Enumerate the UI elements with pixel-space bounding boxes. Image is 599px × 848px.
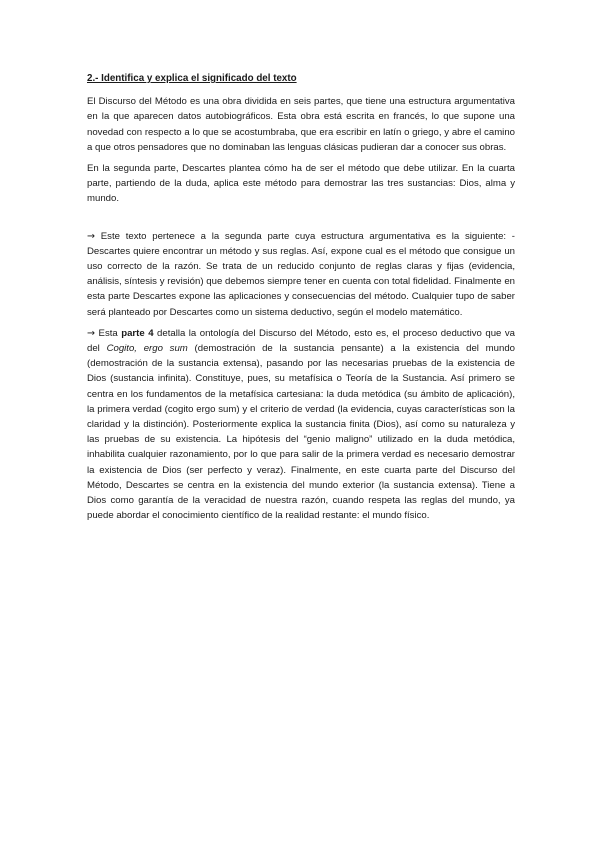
paragraph-lead: Esta	[95, 327, 122, 339]
bold-phrase: parte 4	[121, 327, 154, 339]
italic-phrase: Cogito, ergo sum	[106, 343, 188, 355]
paragraph-second-part-text: Este texto pertenece a la segunda parte cuya estructura argumentativa es la siguiente: - Descartes quiere encontrar un método y sus reglas. Así, expone cual es el método que consigue un uso correcto de la razón. Se trata de un reducido conjunto de reglas claras y fijas (evidencia, análisis, síntesis y revisión) que debemos siempre tener en cuenta con total fidelidad. Finalmente en esta parte Descartes expone las aplicaciones y consecuencias del método. Cualquier tupo de saber será planteado por Descartes como un sistema deductivo, según el modelo matemático.	[87, 230, 515, 318]
document-page	[87, 71, 515, 529]
paragraph-text-2: (demostración de la sustancia pensante) a la existencia del mundo (demostración de la sustancia extensa), pasando por las necesarias pruebas de la existencia de Dios (sustancia infinita). Constituye, pues, su metafísica o Teoría de la Sustancia. Así primero se centra en los fundamentos de la metafísica cartesiana: la duda metódica (su ámbito de aplicación), la primera verdad (cogito ergo sum) y el criterio de verdad (la evidencia, cuyas características son la claridad y la distinción). Posteriormente explica la sustancia finita (Dios), así como su naturaleza y las pruebas de su existencia. La hipótesis del “genio maligno” utilizado en la duda metódica, inhabilita cualquier razonamiento, por lo que para salir de la primera verdad es necesario demostrar la existencia de Dios (ser perfecto y veraz). Finalmente, en este cuarta parte del Discurso del Método, Descartes se centra en la existencia del mundo exterior (la sustancia extensa). Tiene a Dios como garantía de la veracidad de nuestra razón, cuando respeta las reglas del mundo, ya puede abordar el conocimiento científico de la realidad restante: el mundo físico.	[87, 343, 516, 522]
paragraph-fourth-part	[87, 326, 515, 524]
arrow-right-icon: →	[87, 327, 96, 339]
paragraph-method-summary: En la segunda parte, Descartes plantea cómo ha de ser el método que debe utilizar. En la cuarta parte, partiendo de la duda, aplica este método para demostrar las tres sustancias: Dios, alma y mundo.	[87, 163, 515, 205]
arrow-right-icon: →	[87, 230, 96, 242]
spacer	[87, 213, 515, 229]
paragraph-text-1: detalla la ontología del Discurso del Método, esto es, el proceso deductivo que va del	[87, 327, 515, 355]
paragraph-intro: El Discurso del Método es una obra dividida en seis partes, que tiene una estructura argumentativa en la que aparecen datos autobiográficos. Esta obra está escrita en francés, lo que supone una novedad con respecto a lo que se acostumbraba, que era escribir en latín o griego, y abre el camino a que otros pensadores que no dominaban las lenguas clásicas pudieran dar a conocer sus obras.	[87, 96, 515, 153]
paragraph-second-part	[87, 229, 515, 320]
section-heading: 2.- Identifica y explica el significado del texto	[87, 73, 297, 84]
